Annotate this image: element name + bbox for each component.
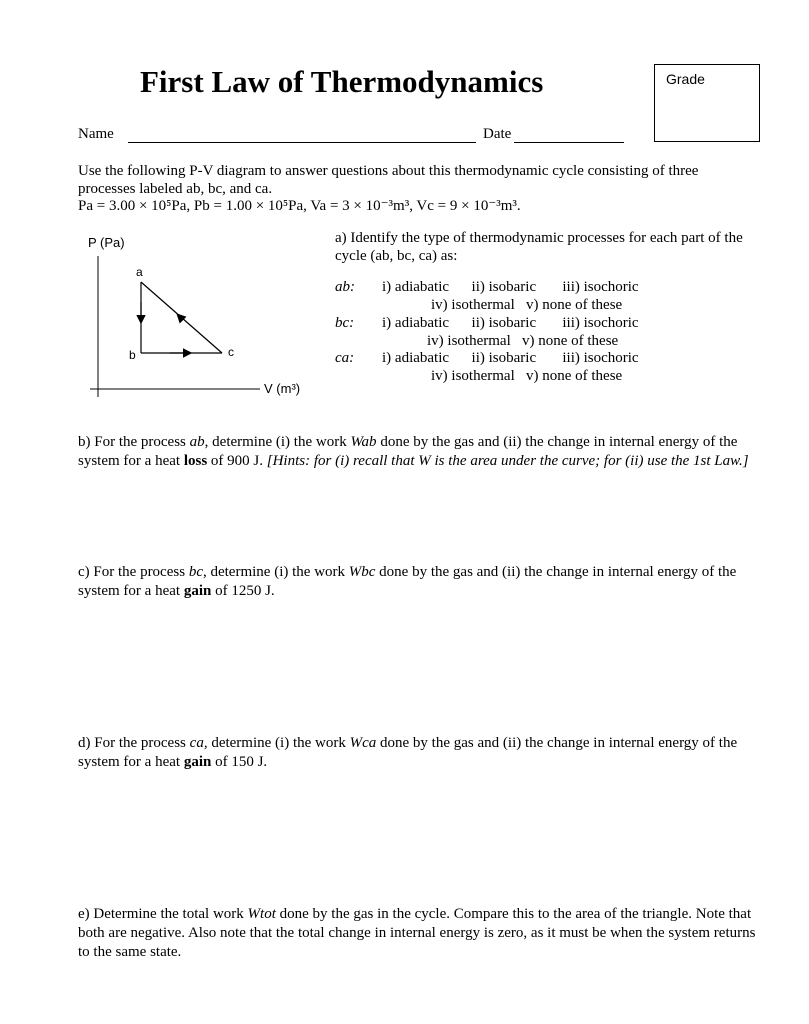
question-c: c) For the process bc, determine (i) the work Wbc done by the gas and (ii) the change in internal energy of the system for a heat gain of 1250 J. [78, 564, 737, 599]
y-axis-label: P (Pa) [88, 235, 125, 250]
grade-box[interactable] [654, 64, 760, 142]
point-a-label: a [136, 265, 143, 279]
given-values: Pa = 3.00 × 10⁵Pa, Pb = 1.00 × 10⁵Pa, Va = 3 × 10⁻³m³, Vc = 9 × 10⁻³m³. [78, 198, 521, 214]
process-ca [141, 282, 222, 353]
point-c-label: c [228, 345, 234, 359]
question-b: b) For the process ab, determine (i) the work Wab done by the gas and (ii) the change in internal energy of the system for a heat loss of 900 J. [Hints: for (i) recall that W is the area under the curve; for (ii) use the 1st Law.] [78, 434, 749, 469]
options-line-1: i) adiabatic ii) isobaric iii) isochoric [382, 279, 639, 295]
intro-text: Use the following P-V diagram to answer questions about this thermodynamic cycle consisting of three processes labeled ab, bc, and ca. [78, 163, 699, 197]
point-b-label: b [129, 348, 136, 362]
options-line-1: i) adiabatic ii) isobaric iii) isochoric [382, 315, 639, 331]
date-label: Date [483, 126, 512, 142]
date-field[interactable] [514, 142, 624, 143]
name-label: Name [78, 126, 114, 142]
options-line-2: iv) isothermal v) none of these [431, 368, 623, 384]
process-label: bc: [335, 315, 355, 331]
options-line-2: iv) isothermal v) none of these [431, 297, 623, 313]
grade-label: Grade [666, 71, 705, 87]
question-d: d) For the process ca, determine (i) the work Wca done by the gas and (ii) the change in internal energy of the system for a heat gain of 150 J. [78, 735, 738, 770]
options-line-2: iv) isothermal v) none of these [427, 333, 619, 349]
question-e: e) Determine the total work Wtot done by the gas in the cycle. Compare this to the area of the triangle. Note that both are negative. Also note that the total change in internal energy is zero, as it must be when the system returns to the same state. [78, 906, 756, 960]
name-field[interactable] [128, 142, 476, 143]
x-axis-label: V (m³) [264, 381, 301, 396]
pv-diagram [80, 232, 320, 402]
process-label: ca: [335, 350, 355, 366]
options-line-1: i) adiabatic ii) isobaric iii) isochoric [382, 350, 639, 366]
process-label: ab: [335, 279, 355, 295]
page-title: First Law of Thermodynamics [140, 64, 544, 99]
question-a-prompt: a) Identify the type of thermodynamic processes for each part of the cycle (ab, bc, ca) as: [335, 230, 743, 264]
